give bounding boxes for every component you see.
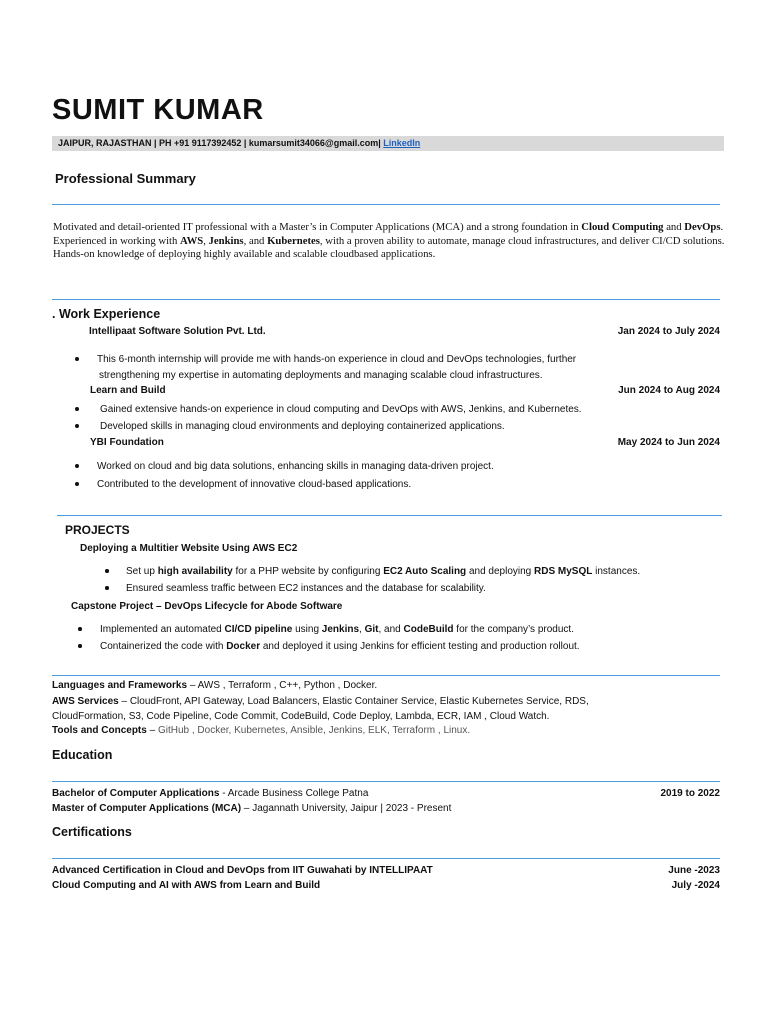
candidate-name: SUMIT KUMAR xyxy=(52,94,264,126)
project-bullet: Ensured seamless traffic between EC2 instances and the database for scalability. xyxy=(126,583,486,594)
education-heading: Education xyxy=(52,748,113,762)
bullet-dot xyxy=(105,569,109,573)
job-bullet: This 6-month internship will provide me with hands-on experience in cloud and DevOps technologies, further xyxy=(97,354,577,365)
certification-date: July -2024 xyxy=(671,880,720,891)
bullet-dot xyxy=(75,464,79,468)
job-company: Intellipaat Software Solution Pvt. Ltd. xyxy=(89,326,266,337)
bullet-dot xyxy=(75,357,79,361)
bullet-dot xyxy=(75,407,79,411)
project-title: Deploying a Multitier Website Using AWS EC2 xyxy=(80,543,298,554)
bullet-dot xyxy=(78,644,82,648)
summary-rule xyxy=(52,204,720,205)
job-bullet: strengthening my expertise in automating deployments and managing scalable cloud infrastructures. xyxy=(99,370,543,381)
projects-heading: PROJECTS xyxy=(65,523,130,537)
certification-date: June -2023 xyxy=(668,865,720,876)
job-dates: Jan 2024 to July 2024 xyxy=(617,326,720,337)
job-company: YBI Foundation xyxy=(90,437,164,448)
job-bullet: Contributed to the development of innovative cloud-based applications. xyxy=(97,479,412,490)
skills-aws: AWS Services – CloudFront, API Gateway, Load Balancers, Elastic Container Service, Elastic Kubernetes Service, RDS, xyxy=(52,696,589,707)
education-rule xyxy=(52,781,720,782)
job-dates: Jun 2024 to Aug 2024 xyxy=(618,385,720,396)
project-bullet: Set up high availability for a PHP website by configuring EC2 Auto Scaling and deploying RDS MySQL instances. xyxy=(126,566,641,577)
bullet-dot xyxy=(75,482,79,486)
job-bullet: Developed skills in managing cloud environments and deploying containerized applications. xyxy=(100,421,505,432)
summary-heading: Professional Summary xyxy=(55,171,196,186)
project-bullet: Containerized the code with Docker and deployed it using Jenkins for efficient testing and production rollout. xyxy=(100,641,580,652)
project-title: Capstone Project – DevOps Lifecycle for Abode Software xyxy=(71,601,343,612)
job-company: Learn and Build xyxy=(90,385,166,396)
work-rule xyxy=(52,299,720,300)
linkedin-link[interactable]: LinkedIn xyxy=(383,138,421,148)
certifications-heading: Certifications xyxy=(52,825,132,839)
job-bullet: Worked on cloud and big data solutions, enhancing skills in managing data-driven project. xyxy=(97,461,494,472)
skills-languages: Languages and Frameworks – AWS , Terraform , C++, Python , Docker. xyxy=(52,680,378,691)
bullet-dot xyxy=(78,627,82,631)
projects-rule xyxy=(57,515,722,516)
certification-item: Advanced Certification in Cloud and DevOps from IIT Guwahati by INTELLIPAAT xyxy=(52,865,433,876)
job-bullet: Gained extensive hands-on experience in cloud computing and DevOps with AWS, Jenkins, and Kubernetes. xyxy=(100,404,582,415)
education-mca: Master of Computer Applications (MCA) – Jagannath University, Jaipur | 2023 - Present xyxy=(52,803,452,814)
work-heading: . Work Experience xyxy=(52,307,161,321)
bullet-dot xyxy=(75,424,79,428)
skills-rule xyxy=(52,675,720,676)
skills-aws-cont: CloudFormation, S3, Code Pipeline, Code Commit, CodeBuild, Code Deploy, Lambda, ECR, IAM , Cloud Watch. xyxy=(52,711,550,722)
project-bullet: Implemented an automated CI/CD pipeline using Jenkins, Git, and CodeBuild for the company’s product. xyxy=(100,624,574,635)
education-bca-dates: 2019 to 2022 xyxy=(660,788,720,799)
job-dates: May 2024 to Jun 2024 xyxy=(617,437,720,448)
bullet-dot xyxy=(105,586,109,590)
contact-info: JAIPUR, RAJASTHAN | PH +91 9117392452 | kumarsumit34066@gmail.com| xyxy=(58,138,381,148)
education-bca: Bachelor of Computer Applications - Arcade Business College Patna xyxy=(52,788,369,799)
summary-paragraph: Motivated and detail-oriented IT professional with a Master’s in Computer Applications (MCA) and a strong foundation in Cloud Computing and DevOps. Experienced in working with AWS, Jenkins, and Kubernetes, with a proven ability to automate, manage cloud infrastructures, and deliver CI/CD solutions. Hands-on knowledge of deploying highly available and scalable cloudbased applications. xyxy=(53,221,725,260)
contact-bar xyxy=(52,136,724,151)
certifications-rule xyxy=(52,858,720,859)
skills-tools: Tools and Concepts – GitHub , Docker, Kubernetes, Ansible, Jenkins, ELK, Terraform , Linux. xyxy=(52,725,471,736)
certification-item: Cloud Computing and AI with AWS from Learn and Build xyxy=(52,880,321,891)
